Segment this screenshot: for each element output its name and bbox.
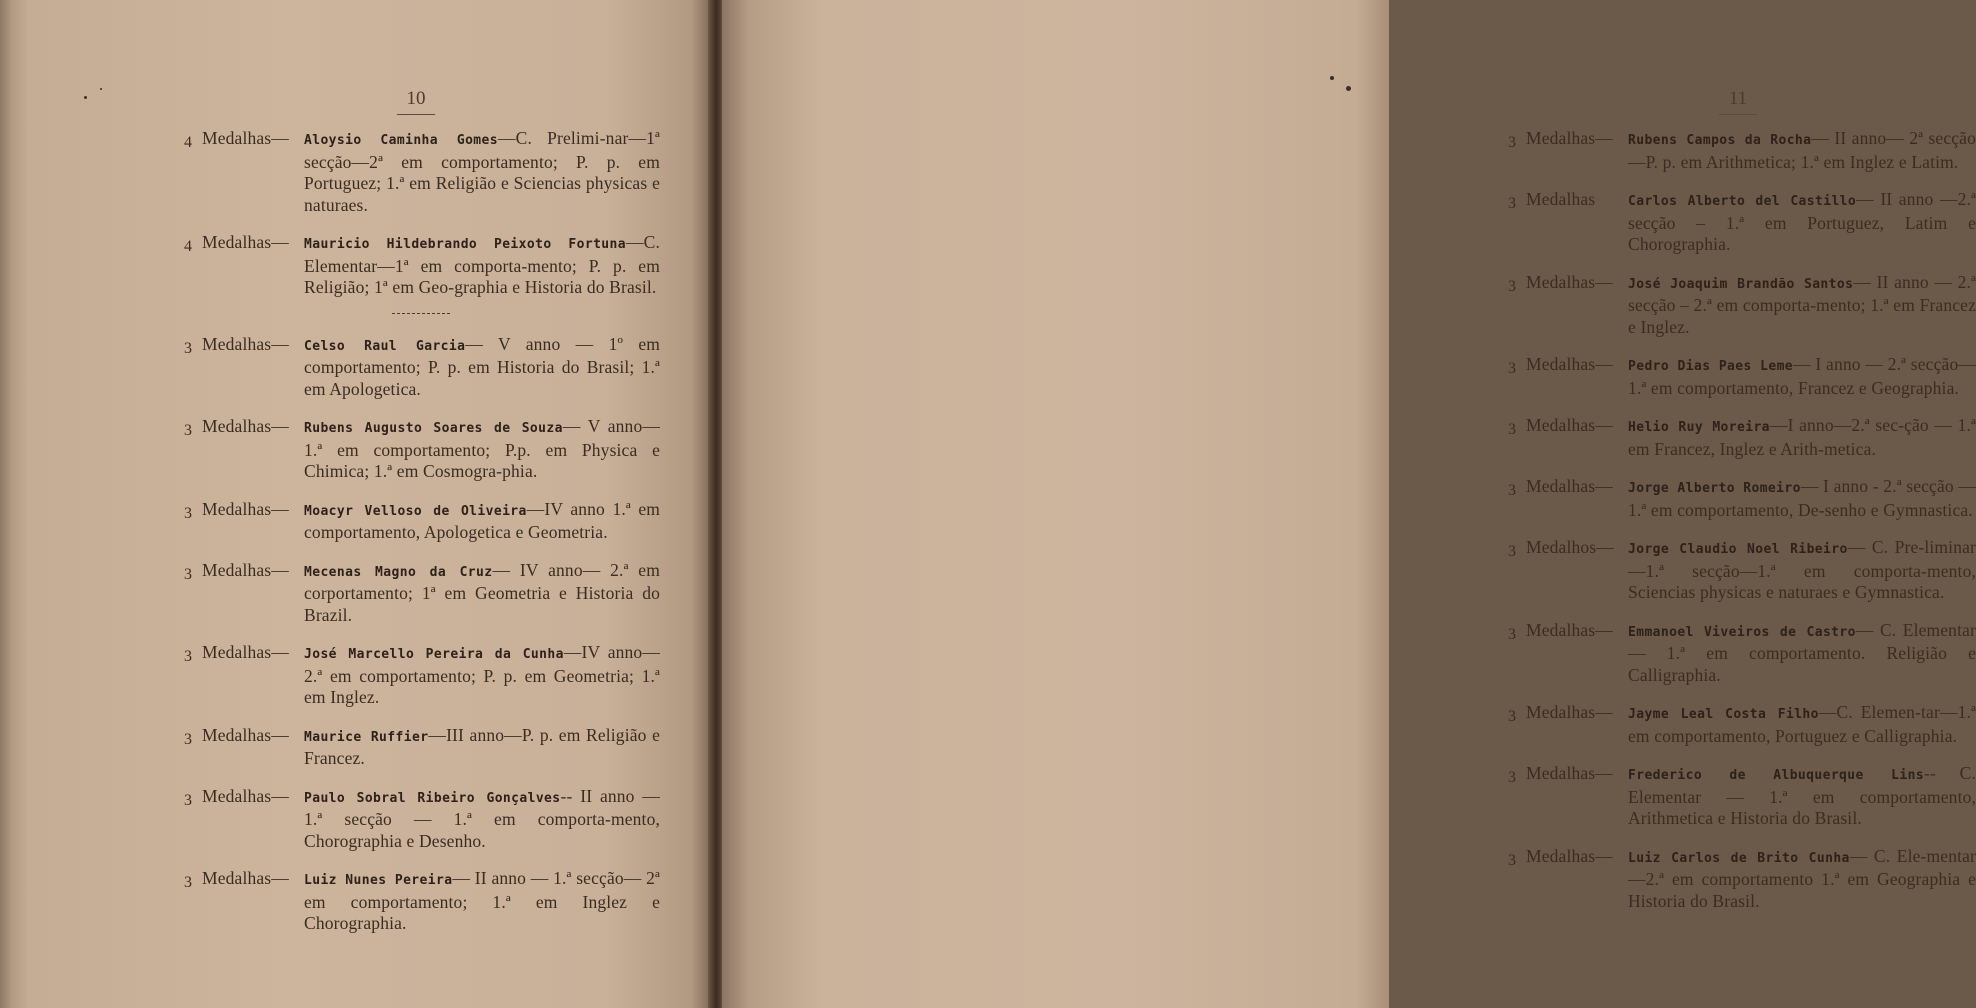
medal-body (1628, 272, 1976, 339)
medal-label (1526, 620, 1613, 642)
medal-label-text: Medalhas (202, 498, 272, 519)
medal-label-text: Medalhas (1526, 619, 1596, 640)
student-name: Helio Ruy Moreira (1628, 420, 1770, 435)
medal-count: 3 (1508, 482, 1517, 499)
student-name: Paulo Sobral Ribeiro Gonçalves (304, 790, 561, 806)
medal-count: 3 (1508, 769, 1517, 786)
medal-label-dash: — (1595, 619, 1613, 640)
medal-label (1526, 128, 1613, 150)
medal-label-text: Medalhas (1526, 476, 1596, 496)
award-details: — C. Ele-mentar—2.ª em comportamento 1.ª em Geographia e Historia do Brasil. (1628, 845, 1976, 911)
medal-count: 3 (1508, 708, 1517, 725)
medal-label (202, 642, 289, 664)
student-name: Jorge Claudio Noel Ribeiro (1628, 542, 1848, 557)
medal-list (1504, 128, 1976, 928)
award-details: — II anno —2.ª secção – 1.ª em Portuguez, Latim e Chorographia. (1628, 189, 1976, 254)
medal-label-text: Medalhas (1526, 702, 1596, 722)
medal-body (1628, 189, 1976, 256)
medal-body (304, 786, 660, 853)
medal-label-text: Medalhas (1526, 845, 1596, 866)
medal-label (202, 560, 289, 582)
medal-label (202, 416, 289, 438)
medal-entry (1504, 476, 1976, 521)
student-name: Rubens Campos da Rocha (1628, 133, 1812, 148)
medal-entry (1504, 763, 1976, 830)
medal-label (202, 334, 289, 356)
award-details: —C. Elementar—1ª em comporta-mento; P. p. em Religião; 1ª em Geo-graphia e Historia do Brasil. (304, 232, 660, 297)
medal-count: 3 (184, 730, 193, 748)
medal-body (1628, 702, 1976, 747)
medal-label-text: Medalhas (1526, 763, 1596, 783)
medal-label-text: Medalhas (1526, 271, 1596, 292)
medal-count: 3 (1508, 625, 1517, 643)
page-number-rule (397, 114, 435, 115)
student-name: Pedro Dias Paes Leme (1628, 359, 1794, 374)
medal-count: 3 (184, 648, 193, 665)
award-details: — I anno - 2.ª secção — 1.ª em comportamento, De-senho e Gymnastica. (1628, 476, 1976, 520)
medal-entry (1504, 354, 1976, 399)
medal-label (1526, 272, 1613, 294)
medal-label-dash: — (271, 232, 289, 252)
medal-count: 3 (184, 565, 193, 583)
medal-body (304, 725, 660, 770)
award-details: -- C. Elementar — 1.ª em comportamento, Arithmetica e Historia do Brasil. (1628, 763, 1976, 828)
award-details: —C. Elemen-tar—1.ª em comportamento, Portuguez e Calligraphia. (1628, 702, 1976, 746)
medal-entry (180, 128, 660, 216)
medal-label-dash: — (271, 724, 289, 745)
award-details: — C. Elementar — 1.ª em comportamento. Religião e Calligraphia. (1628, 619, 1976, 685)
medal-label-dash: — (1595, 845, 1613, 866)
medal-label (202, 232, 289, 254)
student-name: Rubens Augusto Soares de Souza (304, 421, 563, 436)
award-details: —I anno—2.ª sec-ção — 1.ª em Francez, Inglez e Arith-metica. (1628, 415, 1976, 459)
medal-body (1628, 620, 1976, 687)
award-details: — II anno — 2.ª secção – 2.ª em comporta-mento; 1.ª em Francez e Inglez. (1628, 271, 1976, 337)
medal-entry (1504, 189, 1976, 256)
medal-count: 3 (1508, 134, 1517, 151)
award-details: —IV anno—2.ª em comportamento; P. p. em Geometria; 1.ª em Inglez. (304, 642, 660, 707)
medal-count: 4 (184, 238, 193, 255)
medal-body (304, 128, 660, 216)
medal-entry (180, 642, 660, 709)
medal-entry (1504, 128, 1976, 173)
medal-label-dash: — (1595, 763, 1613, 783)
medal-label (202, 725, 289, 747)
medal-label (1526, 846, 1613, 868)
award-details: —C. Prelimi-nar—1ª secção—2ª em comportamento; P. p. em Portuguez; 1.ª em Religião e Sciencias physicas e naturaes. (304, 128, 660, 215)
medal-count: 3 (184, 874, 193, 891)
medal-body (1628, 846, 1976, 913)
award-details: — I anno — 2.ª secção—1.ª em comportamento, Francez e Geographia. (1628, 354, 1976, 398)
student-name: Carlos Alberto del Castillo (1628, 194, 1857, 209)
medal-body (1628, 763, 1976, 830)
student-name: Mecenas Magno da Cruz (304, 564, 493, 580)
medal-entry (1504, 415, 1976, 460)
page-edge (0, 0, 12, 1008)
student-name: Jorge Alberto Romeiro (1628, 481, 1801, 496)
medal-label-dash: — (1595, 702, 1613, 722)
medal-label-dash: — (1595, 128, 1613, 148)
paper-spot (100, 88, 102, 90)
medal-label-dash: — (1595, 271, 1613, 292)
medal-label-text: Medalhas (1526, 415, 1596, 435)
medal-label-text: Medalhas (202, 785, 272, 806)
medal-label-dash: — (271, 785, 289, 806)
award-details: — IV anno— 2.ª em corportamento; 1ª em Geometria e Historia do Brazil. (304, 559, 660, 625)
medal-label-dash: — (271, 642, 289, 662)
medal-body (304, 232, 660, 299)
medal-count: 3 (184, 504, 193, 522)
award-details: -- II anno — 1.ª secção — 1.ª em comporta-mento, Chorographia e Desenho. (304, 785, 660, 851)
medal-body (304, 416, 660, 483)
medal-label-text: Medalhas (202, 232, 272, 252)
student-name: Jayme Leal Costa Filho (1628, 707, 1819, 722)
medal-body (304, 499, 660, 544)
medal-count: 3 (184, 791, 193, 809)
medal-label (1526, 476, 1613, 498)
student-name: José Joaquim Brandão Santos (1628, 276, 1854, 292)
medal-count: 4 (184, 134, 193, 151)
medal-entry (1504, 702, 1976, 747)
medal-label (202, 868, 289, 890)
page-number (396, 88, 436, 115)
section-separator (392, 313, 450, 314)
medal-list (180, 128, 660, 951)
medal-label (202, 499, 289, 521)
medal-label (1526, 702, 1613, 724)
award-details: — II anno — 1.ª secção— 2ª em comportamento; 1.ª em Inglez e Chorographia. (304, 868, 660, 933)
award-details: — V anno — 1º em comportamento; P. p. em Historia do Brasil; 1.ª em Apologetica. (304, 333, 661, 399)
medal-entry (180, 786, 660, 853)
medal-entry (180, 416, 660, 483)
medal-label-text: Medalhas (202, 642, 272, 662)
medal-entry (1504, 846, 1976, 913)
medal-body (1628, 128, 1976, 173)
medal-entry (180, 725, 660, 770)
medal-entry (180, 232, 660, 299)
student-name: Luiz Carlos de Brito Cunha (1628, 850, 1850, 866)
medal-label (202, 128, 289, 150)
medal-body (1628, 415, 1976, 460)
medal-entry (1504, 537, 1976, 604)
medal-body (304, 868, 660, 935)
medal-label-text: Medalhas (202, 333, 272, 354)
page-number-text: 10 (406, 88, 426, 109)
medal-label-text: Medalhas (202, 559, 272, 580)
medal-label-dash: — (1596, 537, 1614, 557)
student-name: Moacyr Velloso de Oliveira (304, 503, 527, 519)
page-number-rule (1719, 114, 1757, 115)
medal-entry (1504, 620, 1976, 687)
medal-entry (180, 560, 660, 627)
left-page (0, 0, 712, 1008)
student-name: Aloysio Caminha Gomes (304, 133, 498, 148)
award-details: — V anno—1.ª em comportamento; P.p. em Physica e Chimica; 1.ª em Cosmogra-phia. (304, 416, 660, 481)
medal-label-text: Medalhas (202, 724, 272, 745)
medal-count: 3 (1508, 543, 1517, 560)
medal-count: 3 (184, 339, 193, 357)
medal-label-dash: — (271, 559, 289, 580)
medal-label (202, 786, 289, 808)
student-name: Emmanoel Viveiros de Castro (1628, 624, 1856, 640)
medal-label-dash: — (271, 416, 289, 436)
medal-label (1526, 537, 1614, 559)
medal-entry (180, 334, 660, 401)
award-details: — II anno— 2ª secção—P. p. em Arithmetica; 1.ª em Inglez e Latim. (1628, 128, 1976, 172)
medal-entry (180, 868, 660, 935)
medal-label-text: Medalhos (1526, 537, 1597, 557)
medal-entry (1504, 272, 1976, 339)
medal-label-dash: — (271, 868, 289, 888)
medal-body (1628, 354, 1976, 399)
student-name: Mauricio Hildebrando Peixoto Fortuna (304, 237, 626, 252)
page-number-text: 11 (1728, 88, 1748, 109)
medal-count: 3 (1508, 360, 1517, 377)
medal-label (1526, 763, 1613, 785)
medal-body (304, 642, 660, 709)
medal-count: 3 (1508, 277, 1517, 295)
award-details: —III anno—P. p. em Religião e Francez. (304, 724, 660, 768)
medal-body (1628, 476, 1976, 521)
award-details: — C. Pre-liminar—1.ª secção—1.ª em comporta-mento, Sciencias physicas e naturaes e Gymnastica. (1628, 537, 1976, 602)
paper-spot (1330, 76, 1334, 80)
medal-label-text: Medalhas (202, 128, 272, 148)
medal-count: 3 (1508, 195, 1517, 212)
medal-label-text: Medalhas (202, 416, 272, 436)
medal-body (304, 560, 660, 627)
medal-label-text: Medalhas (1526, 354, 1596, 374)
medal-label-dash: — (271, 333, 289, 354)
medal-body (1628, 537, 1976, 604)
medal-count: 3 (1508, 421, 1517, 438)
medal-label (1526, 354, 1613, 376)
student-name: Luiz Nunes Pereira (304, 873, 453, 888)
medal-label-dash: — (1595, 415, 1613, 435)
medal-count: 3 (1508, 851, 1517, 869)
right-page (722, 0, 1976, 1008)
medal-label-text: Medalhas (1526, 128, 1596, 148)
medal-count: 3 (184, 422, 193, 439)
medal-label (1526, 189, 1595, 211)
student-name: Maurice Ruffier (304, 729, 429, 745)
medal-label-dash: — (271, 498, 289, 519)
medal-body (304, 334, 660, 401)
student-name: Celso Raul Garcia (304, 338, 466, 354)
paper-spot (1346, 86, 1351, 91)
medal-entry (180, 499, 660, 544)
student-name: José Marcello Pereira da Cunha (304, 647, 564, 662)
medal-label-dash: — (1595, 476, 1613, 496)
medal-label-dash: — (1595, 354, 1613, 374)
paper-spot (84, 96, 87, 99)
medal-label-dash: — (271, 128, 289, 148)
student-name: Frederico de Albuquerque Lins (1628, 768, 1925, 783)
medal-label-text: Medalhas (1526, 189, 1596, 209)
award-details: —IV anno 1.ª em comportamento, Apologetica e Geometria. (304, 498, 660, 542)
page-number (1718, 88, 1758, 115)
medal-label-text: Medalhas (202, 868, 272, 888)
medal-label (1526, 415, 1613, 437)
